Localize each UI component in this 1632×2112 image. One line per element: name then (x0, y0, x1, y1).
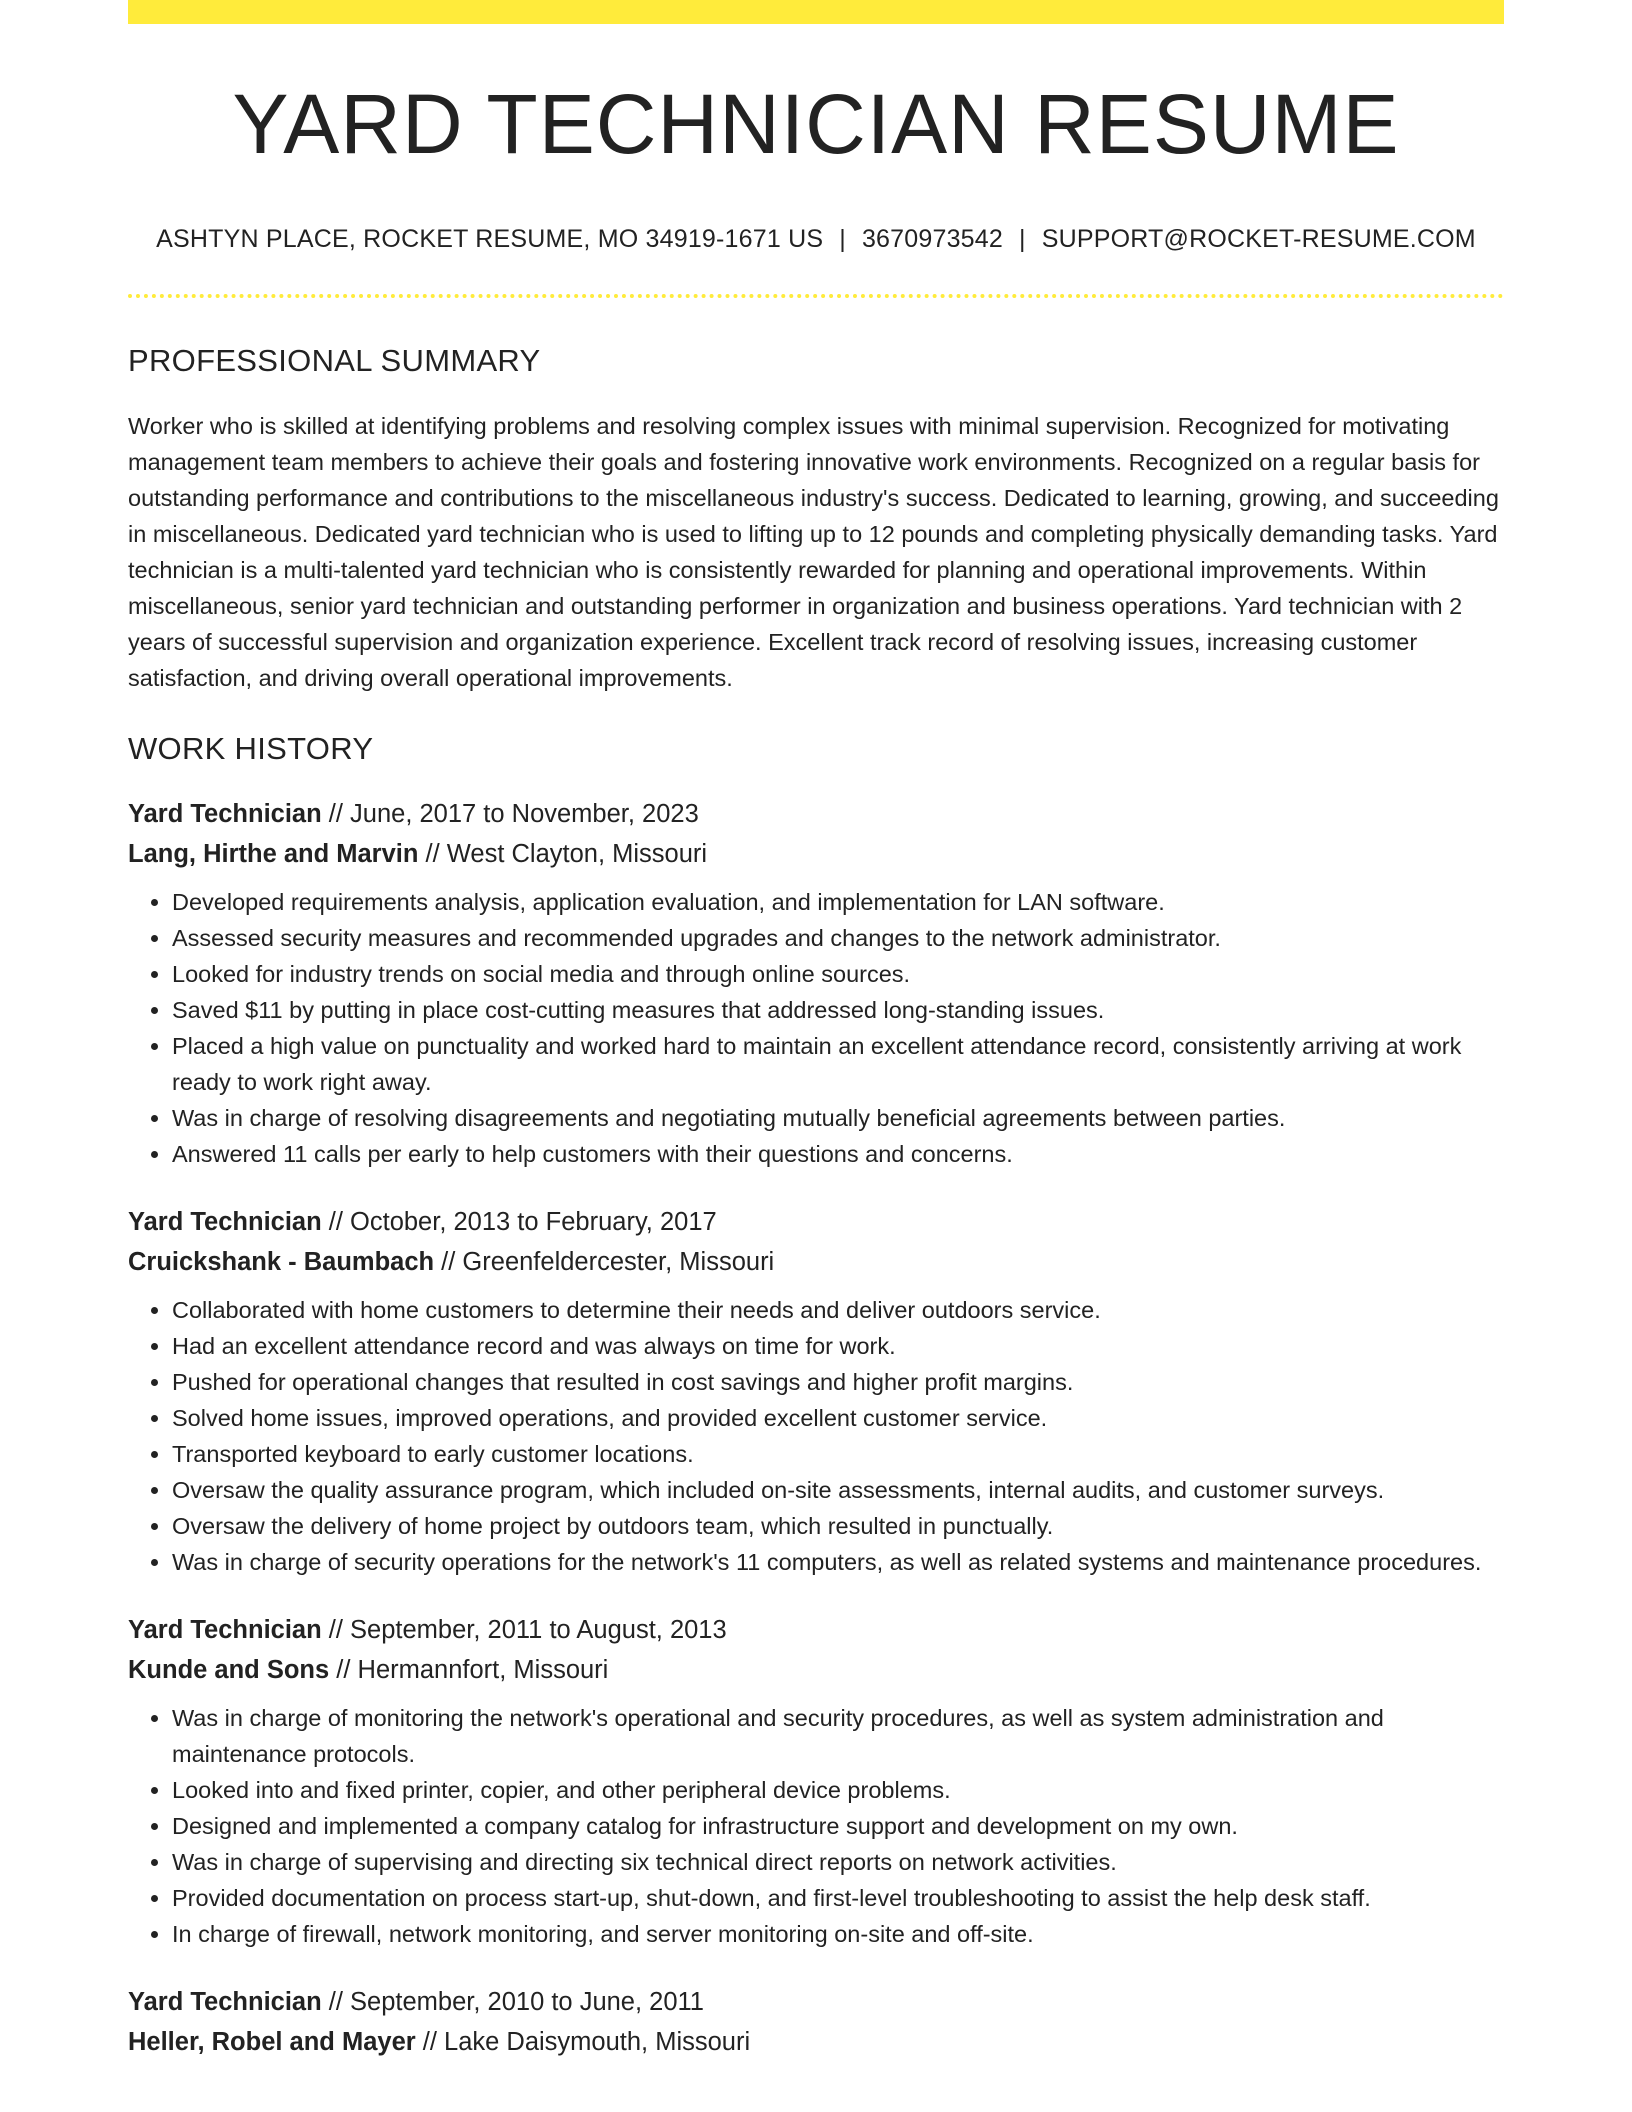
job-bullet: • Looked into and fixed printer, copier, and other peripheral device problems. (172, 1772, 1504, 1808)
job-bullets (128, 1700, 1504, 1952)
job-dates: // September, 2011 to August, 2013 (321, 1616, 727, 1645)
job-bullets (128, 1292, 1504, 1580)
job-bullet: • Oversaw the delivery of home project by outdoors team, which resulted in punctually. (172, 1508, 1504, 1544)
job-company-line (128, 2022, 1504, 2062)
job-title: Yard Technician (128, 1208, 322, 1237)
job-entry (128, 1982, 1504, 2062)
job-bullet: • Designed and implemented a company catalog for infrastructure support and development on my own. (172, 1808, 1504, 1844)
dotted-divider (128, 294, 1504, 298)
job-company: Kunde and Sons (128, 1656, 330, 1685)
job-bullet: • Was in charge of security operations for the network's 11 computers, as well as related systems and maintenance procedures. (172, 1544, 1504, 1580)
job-bullet: • Was in charge of resolving disagreements and negotiating mutually beneficial agreements between parties. (172, 1100, 1504, 1136)
job-location: // Hermannfort, Missouri (329, 1656, 609, 1685)
job-location: // West Clayton, Missouri (418, 840, 708, 869)
job-bullet: • Was in charge of supervising and directing six technical direct reports on network activities. (172, 1844, 1504, 1880)
job-bullet: • Had an excellent attendance record and was always on time for work. (172, 1328, 1504, 1364)
job-entry (128, 794, 1504, 1172)
job-title: Yard Technician (128, 1616, 322, 1645)
job-title-line (128, 1610, 1504, 1650)
job-title-line (128, 794, 1504, 834)
summary-heading: PROFESSIONAL SUMMARY (128, 343, 541, 378)
job-bullet: • Provided documentation on process start-up, shut-down, and first-level troubleshooting to assist the help desk staff. (172, 1880, 1504, 1916)
job-location: // Lake Daisymouth, Missouri (415, 2028, 751, 2057)
job-bullet: • Collaborated with home customers to determine their needs and deliver outdoors service. (172, 1292, 1504, 1328)
job-company-line (128, 834, 1504, 874)
job-company: Cruickshank - Baumbach (128, 1248, 435, 1277)
job-dates: // September, 2010 to June, 2011 (321, 1988, 704, 2017)
contact-address: ASHTYN PLACE, ROCKET RESUME, MO 34919-1671 US (156, 225, 824, 253)
job-title-line (128, 1202, 1504, 1242)
resume-page (128, 0, 1504, 2062)
job-bullet: • Pushed for operational changes that resulted in cost savings and higher profit margins. (172, 1364, 1504, 1400)
contact-line (128, 224, 1504, 254)
job-bullet: • Saved $11 by putting in place cost-cutting measures that addressed long-standing issues. (172, 992, 1504, 1028)
job-company-line (128, 1242, 1504, 1282)
job-bullet: • Assessed security measures and recommended upgrades and changes to the network administrator. (172, 920, 1504, 956)
job-company-line (128, 1650, 1504, 1690)
contact-phone: 3670973542 (861, 225, 1003, 253)
accent-top-bar (128, 0, 1504, 24)
job-bullet: • Answered 11 calls per early to help customers with their questions and concerns. (172, 1136, 1504, 1172)
contact-separator: | (839, 225, 846, 253)
work-history-heading: WORK HISTORY (128, 731, 374, 767)
contact-separator: | (1019, 225, 1026, 253)
job-company: Heller, Robel and Mayer (128, 2028, 416, 2057)
job-location: // Greenfeldercester, Missouri (434, 1248, 775, 1277)
job-bullet: • Was in charge of monitoring the network's operational and security procedures, as well as system administration and maintenance protocols. (172, 1700, 1504, 1772)
job-dates: // October, 2013 to February, 2017 (321, 1208, 717, 1237)
job-bullet: • Looked for industry trends on social media and through online sources. (172, 956, 1504, 992)
job-bullet: • Solved home issues, improved operations, and provided excellent customer service. (172, 1400, 1504, 1436)
job-title: Yard Technician (128, 800, 322, 829)
job-title: Yard Technician (128, 1988, 322, 2017)
summary-text: Worker who is skilled at identifying problems and resolving complex issues with minimal supervision. Recognized for motivating management team members to achieve their goals and fostering innovative work environments. Recognized on a regular basis for outstanding performance and contributions to the miscellaneous industry's success. Dedicated to learning, growing, and succeeding in miscellaneous. Dedicated yard technician who is used to lifting up to 12 pounds and completing physically demanding tasks. Yard technician is a multi-talented yard technician who is consistently rewarded for planning and operational improvements. Within miscellaneous, senior yard technician and outstanding performer in organization and business operations. Yard technician with 2 years of successful supervision and organization experience. Excellent track record of resolving issues, increasing customer satisfaction, and driving overall operational improvements. (128, 413, 1499, 692)
job-bullet: • In charge of firewall, network monitoring, and server monitoring on-site and off-site. (172, 1916, 1504, 1952)
job-bullet: • Placed a high value on punctuality and worked hard to maintain an excellent attendance record, consistently arriving at work ready to work right away. (172, 1028, 1504, 1100)
job-entry (128, 1610, 1504, 1952)
job-dates: // June, 2017 to November, 2023 (321, 800, 699, 829)
job-bullet: • Oversaw the quality assurance program, which included on-site assessments, internal audits, and customer surveys. (172, 1472, 1504, 1508)
contact-email: SUPPORT@ROCKET-RESUME.COM (1041, 225, 1476, 253)
resume-title: YARD TECHNICIAN RESUME (232, 77, 1400, 171)
job-bullet: • Developed requirements analysis, application evaluation, and implementation for LAN software. (172, 884, 1504, 920)
job-entry (128, 1202, 1504, 1580)
job-company: Lang, Hirthe and Marvin (128, 840, 419, 869)
job-bullet: • Transported keyboard to early customer locations. (172, 1436, 1504, 1472)
job-title-line (128, 1982, 1504, 2022)
job-bullets (128, 884, 1504, 1172)
